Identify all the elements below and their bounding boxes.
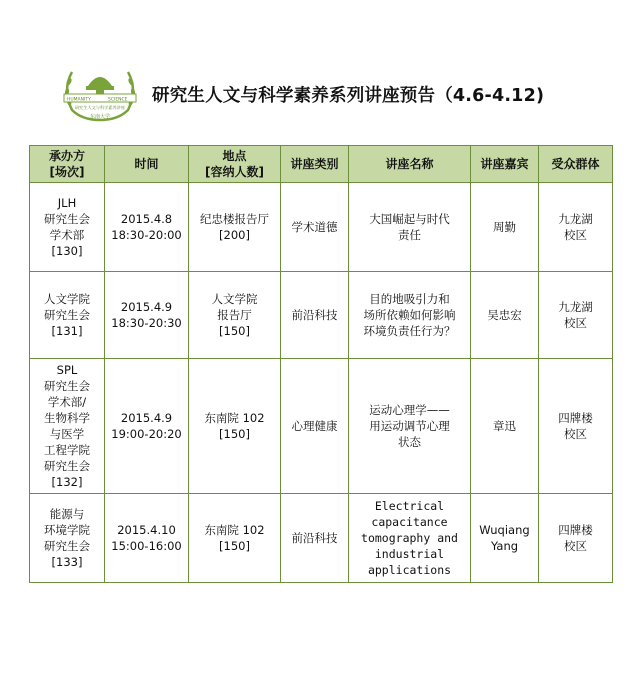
table-row: [30, 359, 613, 494]
cell-audience: 九龙湖 校区: [539, 272, 613, 359]
table-row: [30, 272, 613, 359]
cell-venue: 东南院 102 [150]: [189, 494, 281, 583]
header-speaker: 讲座嘉宾: [471, 146, 539, 183]
cell-speaker: 章迅: [471, 359, 539, 494]
cell-lecture-name: Electrical capacitance tomography and industrial applications: [349, 494, 471, 583]
table-header-row: [30, 146, 613, 183]
header-category: 讲座类别: [281, 146, 349, 183]
cell-organizer: SPL 研究生会 学术部/ 生物科学 与医学 工程学院 研究生会 [132]: [30, 359, 105, 494]
header-time: 时间: [105, 146, 189, 183]
cell-venue: 人文学院 报告厅 [150]: [189, 272, 281, 359]
cell-category: 前沿科技: [281, 272, 349, 359]
cell-organizer: JLH 研究生会 学术部 [130]: [30, 183, 105, 272]
cell-organizer: 能源与 环境学院 研究生会 [133]: [30, 494, 105, 583]
header-venue: 地点 [容纳人数]: [189, 146, 281, 183]
cell-lecture-name: 大国崛起与时代 责任: [349, 183, 471, 272]
logo-motto: 研究生人文与科学素养讲座: [74, 105, 126, 110]
cell-speaker: Wuqiang Yang: [471, 494, 539, 583]
cell-organizer: 人文学院 研究生会 [131]: [30, 272, 105, 359]
cell-audience: 四牌楼 校区: [539, 359, 613, 494]
cell-lecture-name: 目的地吸引力和 场所依赖如何影响 环境负责任行为？: [349, 272, 471, 359]
cell-audience: 四牌楼 校区: [539, 494, 613, 583]
page-title: 研究生人文与科学素养系列讲座预告（4.6-4.12): [152, 86, 545, 106]
header-organizer: 承办方 [场次]: [30, 146, 105, 183]
logo-banner-left: HUMANITY: [67, 97, 91, 103]
cell-venue: 东南院 102 [150]: [189, 359, 281, 494]
university-logo: [58, 60, 142, 126]
cell-time: 2015.4.9 18:30-20:30: [105, 272, 189, 359]
cell-time: 2015.4.8 18:30-20:00: [105, 183, 189, 272]
table-row: [30, 494, 613, 583]
dome-icon: [88, 77, 112, 86]
cell-audience: 九龙湖 校区: [539, 183, 613, 272]
cell-category: 学术道德: [281, 183, 349, 272]
cell-lecture-name: 运动心理学—— 用运动调节心理 状态: [349, 359, 471, 494]
table-row: [30, 183, 613, 272]
logo-university: 东南大学: [89, 114, 111, 120]
cell-category: 心理健康: [281, 359, 349, 494]
header-lecture-name: 讲座名称: [349, 146, 471, 183]
cell-category: 前沿科技: [281, 494, 349, 583]
cell-time: 2015.4.9 19:00-20:20: [105, 359, 189, 494]
cell-venue: 纪忠楼报告厅 [200]: [189, 183, 281, 272]
cell-speaker: 吴忠宏: [471, 272, 539, 359]
header-audience: 受众群体: [539, 146, 613, 183]
header: [58, 60, 618, 126]
cell-speaker: 周勤: [471, 183, 539, 272]
logo-banner-right: SCIENCE: [108, 97, 128, 103]
cell-time: 2015.4.10 15:00-16:00: [105, 494, 189, 583]
lecture-schedule-table: [29, 145, 613, 583]
